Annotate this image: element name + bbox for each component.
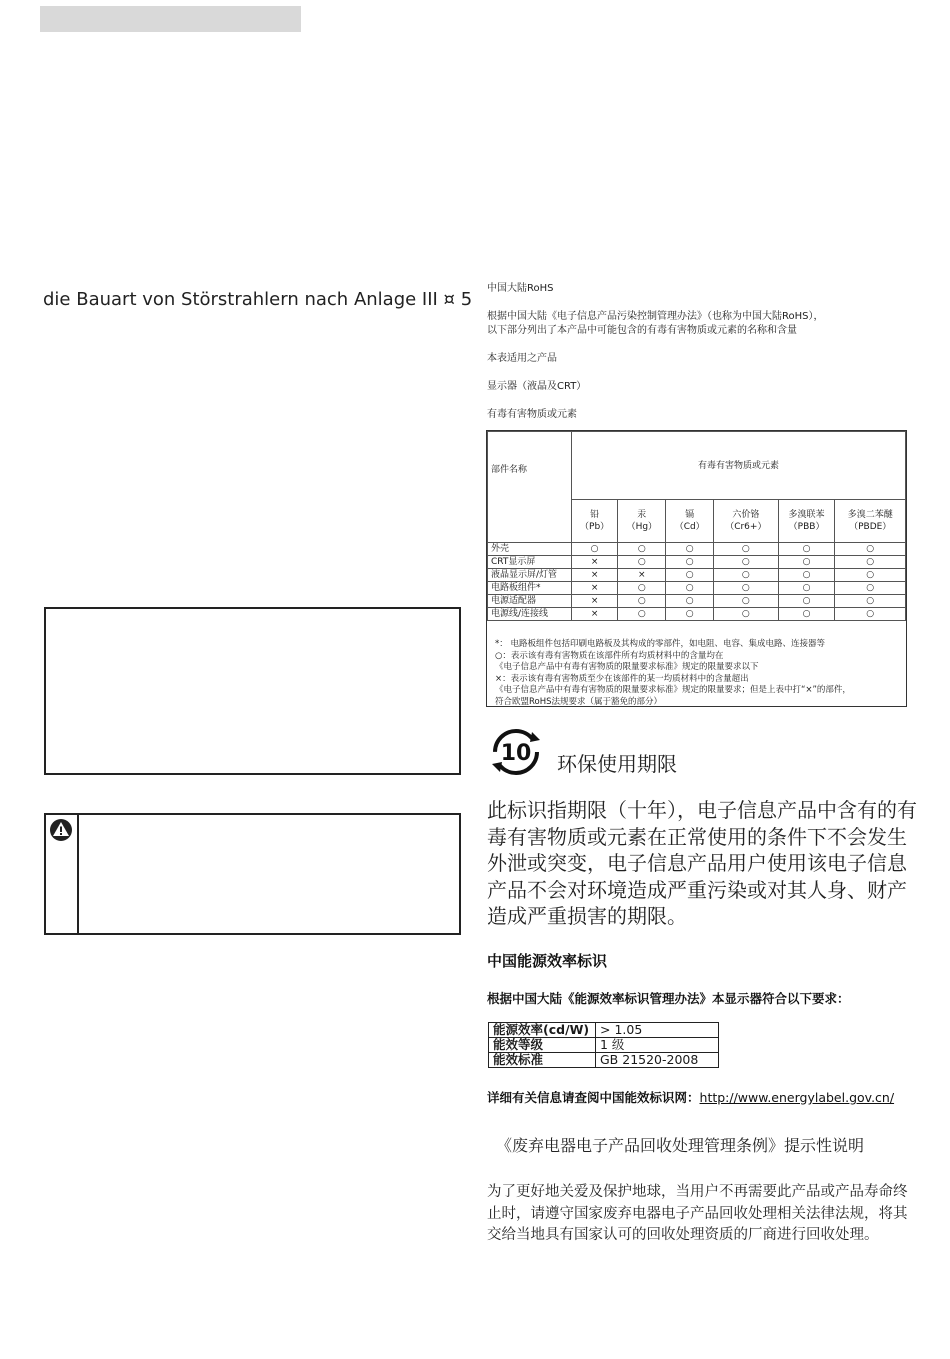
table-row: 能效标准 GB 21520-2008	[489, 1053, 719, 1068]
rohs-title: 中国大陆RoHS	[487, 283, 554, 294]
rohs-intro-line2: 以下部分列出了本产品中可能包含的有毒有害物质或元素的名称和含量	[487, 325, 797, 336]
rohs-substances-label: 有毒有害物质或元素	[487, 409, 577, 420]
col-header: 铅 （Pb）	[572, 500, 618, 543]
col-header: 镉 （Cd）	[666, 500, 714, 543]
table-row: 能源效率(cd/W) > 1.05	[489, 1023, 719, 1038]
col-header: 六价铬 （Cr6+）	[713, 500, 778, 543]
rohs-table	[486, 430, 907, 707]
energy-detail-prefix: 详细有关信息请查阅中国能效标识网：	[487, 1090, 700, 1105]
epup-paragraph: 此标识指期限（十年），电子信息产品中含有的有毒有害物质或元素在正常使用的条件下不会发生外泄或突变，电子信息产品用户使用该电子信息产品不会对环境造成严重污染或对其人身、财产造成严重损害的期限。	[487, 798, 917, 928]
energy-title: 中国能源效率标识	[487, 952, 608, 970]
table-row: 电源适配器 × ○ ○ ○ ○ ○	[488, 595, 906, 608]
col-header: 汞 （Hg）	[618, 500, 666, 543]
energylabel-link[interactable]: http://www.energylabel.gov.cn/	[699, 1090, 895, 1105]
note-box	[44, 607, 461, 775]
rohs-intro-line1: 根据中国大陆《电子信息产品污染控制管理办法》（也称为中国大陆RoHS），	[487, 311, 824, 322]
col-header: 多溴联苯 （PBB）	[778, 500, 835, 543]
table-row: 电路板组件* × ○ ○ ○ ○ ○	[488, 582, 906, 595]
rohs-product: 显示器（液晶及CRT）	[487, 381, 587, 392]
rohs-applies-label: 本表适用之产品	[487, 353, 557, 364]
table-row: 能效等级 1 级	[489, 1038, 719, 1053]
table-row: 电源线/连接线 × ○ ○ ○ ○ ○	[488, 608, 906, 621]
header-bar	[40, 6, 301, 32]
group-header: 有毒有害物质或元素	[572, 432, 906, 500]
weee-title: 《废弃电器电子产品回收处理管理条例》提示性说明	[496, 1136, 865, 1155]
table-row: 液晶显示屏/灯管 × × ○ ○ ○ ○	[488, 569, 906, 582]
epup-10-logo-icon	[488, 726, 544, 778]
epup-title: 环保使用期限	[557, 752, 677, 776]
table-row: CRT显示屏 × ○ ○ ○ ○ ○	[488, 556, 906, 569]
german-text: die Bauart von Störstrahlern nach Anlage III ¤ 5	[43, 289, 473, 310]
epup-logo-number: 10	[500, 741, 532, 766]
warning-box	[44, 813, 461, 935]
warning-box-side	[46, 815, 79, 933]
table-row: 外壳 ○ ○ ○ ○ ○ ○	[488, 543, 906, 556]
energy-desc: 根据中国大陆《能源效率标识管理办法》本显示器符合以下要求：	[487, 991, 850, 1006]
energy-detail	[487, 1088, 894, 1106]
energy-table	[488, 1022, 719, 1068]
col-header: 多溴二苯醚 （PBDE）	[835, 500, 906, 543]
rohs-notes: *： 电路板组件包括印刷电路板及其构成的零部件，如电阻、电容、集成电路、连接器等 ○：表示该有毒有害物质在该部件所有均质材料中的含量均在 《电子信息产品中有毒有害物质的限量要求标准》规定的限量要求以下 ×：表示该有毒有害物质至少在该部件的某一均质材料中的含量超出 《电子信息产品中有毒有害物质的限量要求标准》规定的限量要求；但是上表中打“×”的部件， 符合欧盟RoHS法规要求（属于豁免的部分）	[495, 639, 851, 707]
weee-paragraph: 为了更好地关爱及保护地球，当用户不再需要此产品或产品寿命终止时，请遵守国家废弃电器电子产品回收处理相关法律法规，将其交给当地具有国家认可的回收处理资质的厂商进行回收处理。	[487, 1184, 908, 1243]
part-header: 部件名称	[488, 432, 572, 543]
warning-icon	[49, 818, 73, 842]
